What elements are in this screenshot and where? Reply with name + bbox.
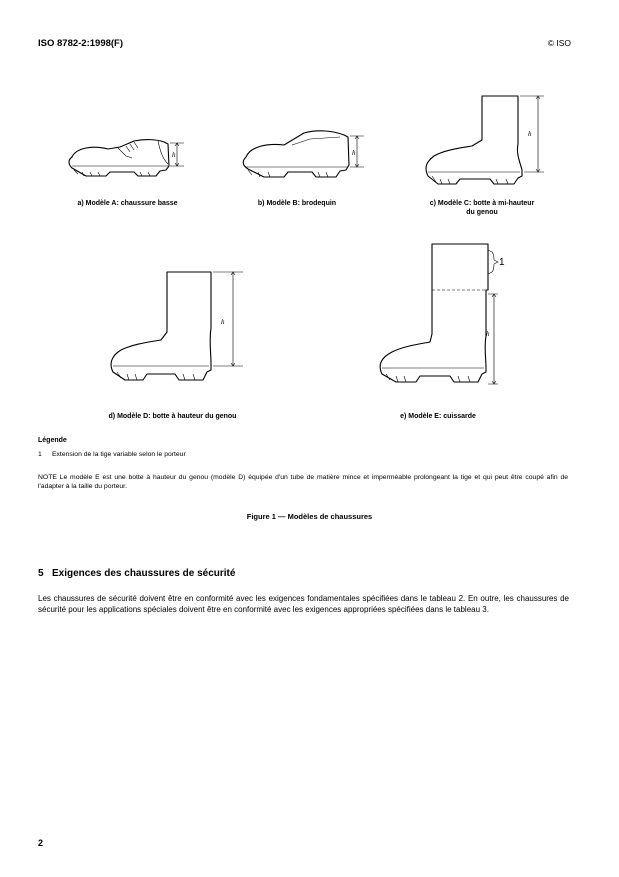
document-standard-id: ISO 8782-2:1998(F) (38, 38, 124, 49)
caption-model-e: e) Modèle E: cuissarde (400, 413, 476, 420)
figure-model-a-shoe (60, 130, 195, 190)
figure-model-e-thigh-boot (368, 240, 518, 390)
section-heading (38, 568, 235, 579)
caption-model-a: a) Modèle A: chaussure basse (77, 200, 178, 207)
caption-model-c (402, 199, 562, 217)
caption-model-b: b) Modèle B: brodequin (257, 200, 337, 207)
dimension-h-label: h (352, 149, 356, 157)
legend-item-number: 1 (38, 451, 42, 458)
dimension-h-label: h (486, 330, 490, 338)
figure-note: NOTE Le modèle E est une botte à hauteur du genou (modèle D) équipée d'un tube de matière mince et imperméable prolongeant la tige et qui peut être coupé afin de l'adapter à la taille du porteur. (38, 474, 568, 490)
legend-title: Légende (38, 437, 67, 444)
legend-item-text: Extension de la tige variable selon le porteur (52, 451, 186, 458)
figure-model-d-knee-boot (105, 268, 250, 386)
callout-1-label: 1 (499, 257, 505, 268)
section-number: 5 (38, 568, 44, 579)
caption-model-c-line2: du genou (466, 209, 498, 216)
figure-title: Figure 1 — Modèles de chaussures (246, 512, 373, 521)
dimension-h-label: h (172, 151, 176, 159)
figure-model-c-mid-calf-boot (420, 92, 550, 192)
caption-model-d: d) Modèle D: botte à hauteur du genou (108, 413, 237, 420)
figure-model-b-ankle-boot (232, 125, 367, 190)
dimension-h-label: h (221, 318, 225, 326)
caption-model-c-line1: c) Modèle C: botte à mi-hauteur (429, 200, 535, 207)
section-title: Exigences des chaussures de sécurité (52, 568, 236, 579)
page-number: 2 (38, 838, 44, 848)
dimension-h-label: h (528, 130, 532, 138)
legend-item (38, 451, 186, 458)
section-paragraph: Les chaussures de sécurité doivent être en conformité avec les exigences fondamentales spécifiées dans le tableau 2. En outre, les chaussures de sécurité pour les applications spéciales doivent être en conformité avec les exigences appropriées spécifiées dans le tableau 3. (38, 594, 569, 614)
copyright-mark: © ISO (547, 38, 571, 48)
